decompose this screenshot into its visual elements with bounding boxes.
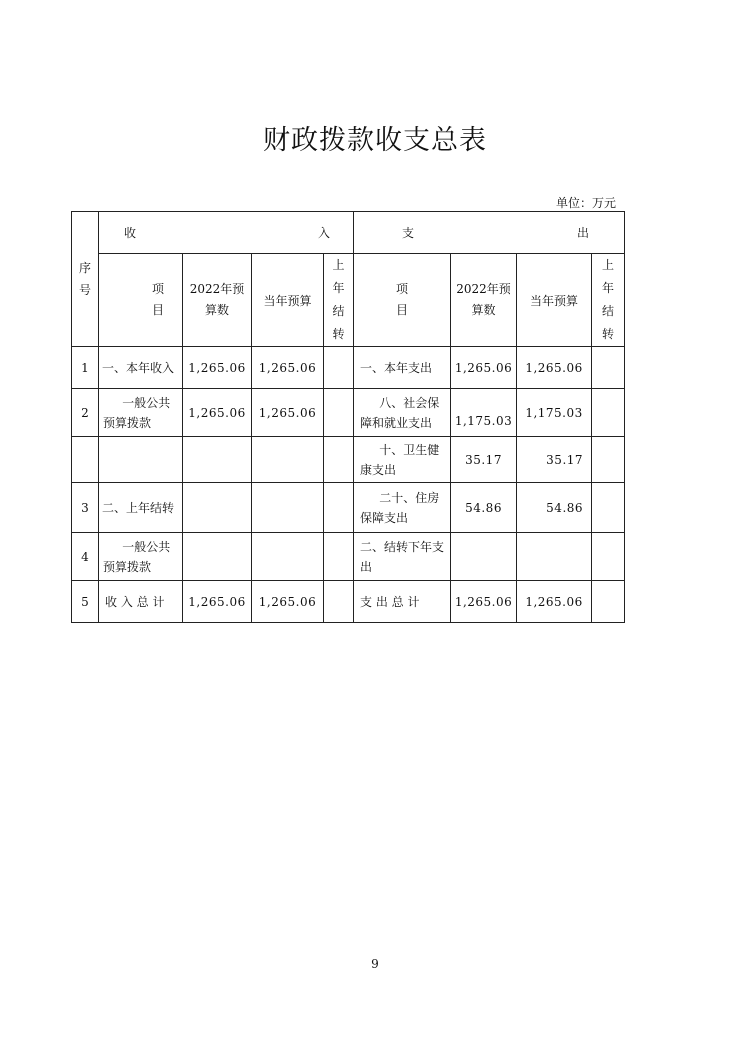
seq-header: 序号 xyxy=(72,212,99,347)
table-row: 4 一般公共预算拨款 二、结转下年支出 xyxy=(72,533,625,581)
unit-label: 单位：万元 xyxy=(555,196,616,210)
income-current-header: 当年预算 xyxy=(252,254,324,347)
header-row-1 xyxy=(72,212,625,254)
header-row-2 xyxy=(72,254,625,347)
expense-header: 支 出 xyxy=(354,212,625,254)
table-row: 5 收 入 总 计 1,265.06 1,265.06 支 出 总 计 1,265.06 1,265.06 xyxy=(72,581,625,623)
income-2022-header: 2022年预算数 xyxy=(183,254,252,347)
expense-2022-header: 2022年预算数 xyxy=(451,254,517,347)
page-number: 9 xyxy=(371,957,379,971)
income-carry-header: 上年结转 xyxy=(324,254,354,347)
expense-current-header: 当年预算 xyxy=(517,254,592,347)
document-title: 财政拨款收支总表 xyxy=(263,125,487,156)
table-row: 3 二、上年结转 二十、住房保障支出 54.86 54.86 xyxy=(72,483,625,533)
expense-item-header: 项目 xyxy=(354,254,451,347)
table-row: 2 一般公共预算拨款 1,265.06 1,265.06 八、社会保障和就业支出 1,175.03 1,175.03 xyxy=(72,389,625,437)
table-row: 十、卫生健康支出 35.17 35.17 xyxy=(72,437,625,483)
table-row: 1 一、本年收入 1,265.06 1,265.06 一、本年支出 1,265.06 1,265.06 xyxy=(72,347,625,389)
expense-carry-header: 上年结转 xyxy=(592,254,625,347)
income-header: 收 入 xyxy=(99,212,354,254)
income-item-header: 项目 xyxy=(99,254,183,347)
budget-table xyxy=(71,211,625,623)
